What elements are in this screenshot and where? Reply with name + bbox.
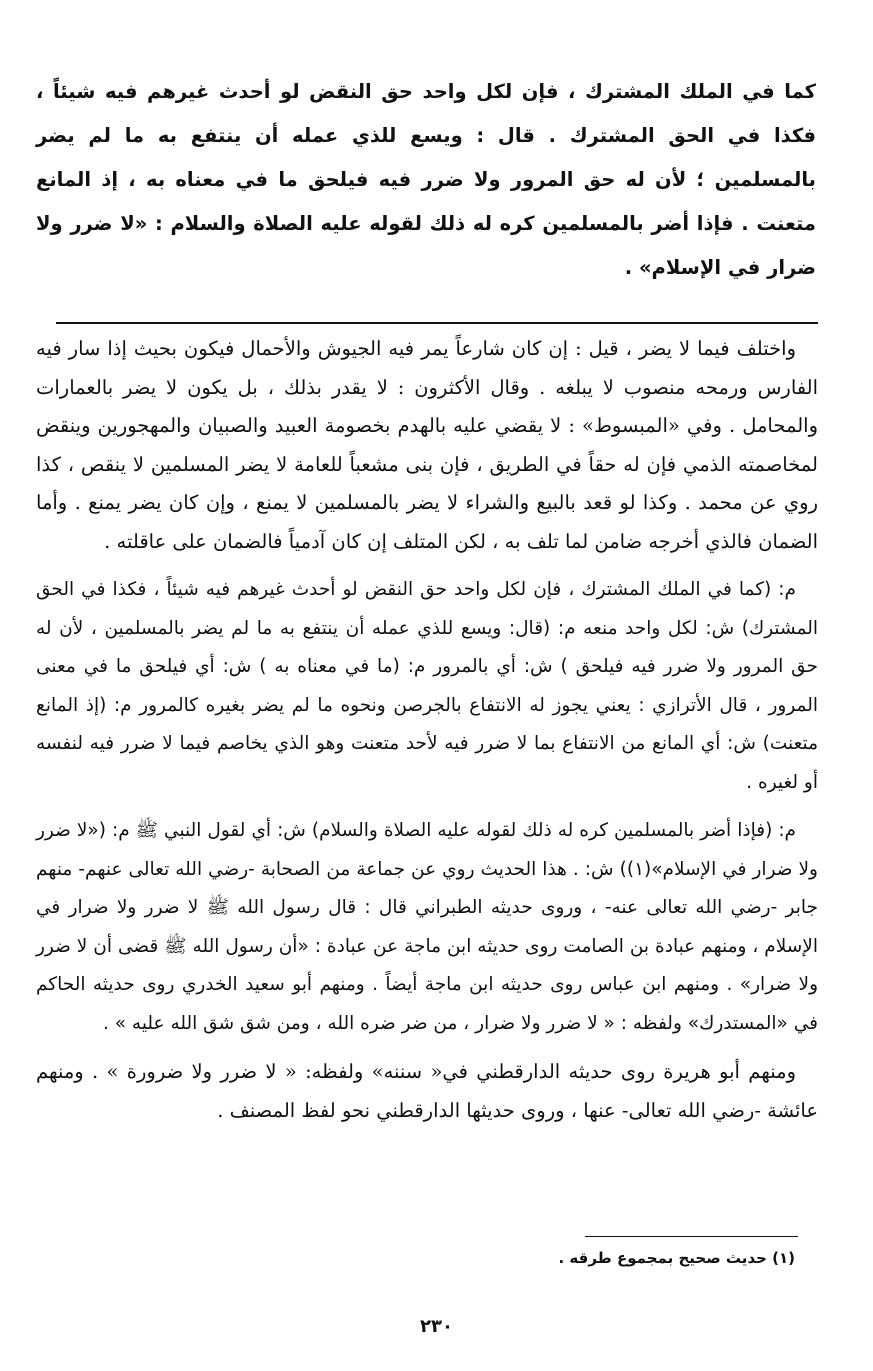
- matn-text: كما في الملك المشترك ، فإن لكل واحد حق النقض لو أحدث غيرهم فيه شيئاً ، فكذا في الحق المشترك . قال : ويسع للذي عمله أن ينتفع به ما لم يضر بالمسلمين ؛ لأن له حق المرور ولا ضرر فيه فيلحق ما في معناه به ، إذ المانع متعنت . فإذا أضر بالمسلمين كره له ذلك لقوله عليه الصلاة والسلام : «لا ضرر ولا ضرار في الإسلام» .: [36, 80, 816, 279]
- sharh-paragraph: ومنهم أبو هريرة روى حديثه الدارقطني في« سننه» ولفظه: « لا ضرر ولا ضرورة » . ومنهم عائشة -رضي الله تعالى- عنها ، وروى حديثها الدارقطني نحو لفظ المصنف .: [36, 1060, 818, 1122]
- page-number: ٢٣٠: [420, 1316, 453, 1337]
- matn-separator-rule: [56, 322, 818, 324]
- sharh-commentary: [36, 330, 818, 1130]
- sharh-paragraph: م: (كما في الملك المشترك ، فإن لكل واحد حق النقض لو أحدث غيرهم فيه شيئاً ، فكذا في الحق المشترك) ش: لكل واحد منعه م: (قال: ويسع للذي عمله أن ينتفع به ما لم يضر بالمسلمين ، لأن له حق المرور ولا ضرر فيه فيلحق ) ش: أي بالمرور م: (ما في معناه به ) ش: أي فيلحق ما في معنى المرور ، قال الأترازي : يعني يجوز له الانتفاع بالجرصن ونحوه ما لم يضر بغيره كالمرور م: (إذ المانع متعنت) ش: أي المانع من الانتفاع بما لا ضرر فيه لأحد متعنت وهو الذي يخاصم فيما لا ضرر فيه لنفسه أو لغيره .: [36, 579, 818, 793]
- footnote: (١) حديث صحيح بمجموع طرقه .: [558, 1249, 795, 1267]
- sharh-paragraph: م: (فإذا أضر بالمسلمين كره له ذلك لقوله عليه الصلاة والسلام) ش: أي لقول النبي ﷺ م: («لا ضرر ولا ضرار في الإسلام»(١)) ش: . هذا الحديث روي عن جماعة من الصحابة -رضي الله تعالى عنهم- منهم جابر -رضي الله تعالى عنه- ، وروى حديثه الطبراني قال : قال رسول الله ﷺ لا ضرر ولا ضرار في الإسلام ، ومنهم عبادة بن الصامت روى حديثه ابن ماجة عن عبادة : «أن رسول الله ﷺ قضى أن لا ضرر ولا ضرار» . ومنهم ابن عباس روى حديثه ابن ماجة أيضاً . ومنهم أبو سعيد الخدري روى حديثه الحاكم في «المستدرك» ولفظه : « لا ضرر ولا ضرار ، من ضر ضره الله ، ومن شق شق الله عليه » .: [36, 820, 818, 1034]
- page-body: [36, 70, 818, 1140]
- sharh-paragraph: واختلف فيما لا يضر ، قيل : إن كان شارعاً يمر فيه الجيوش والأحمال فيكون بحيث إذا سار فيه الفارس ورمحه منصوب لا يبلغه . وقال الأكثرون : لا يقدر بذلك ، بل يكون لا يضر بالعمارات والمحامل . وفي «المبسوط» : لا يقضي عليه بالهدم بخصومة العبيد والصبيان والمهجورين وينقض لمخاصمته الذمي فإن له حقاً في الطريق ، فإن بنى مشعباً للعامة لا يضر المسلمين لا ينقص ، كذا روي عن محمد . وكذا لو قعد بالبيع والشراء لا يضر بالمسلمين لا يمنع ، وإن كان يضر يمنع . وأما الضمان فالذي أخرجه ضامن لما تلف به ، لكن المتلف إن كان آدمياً فالضمان على عاقلته .: [36, 337, 818, 553]
- footnote-rule: [585, 1236, 798, 1237]
